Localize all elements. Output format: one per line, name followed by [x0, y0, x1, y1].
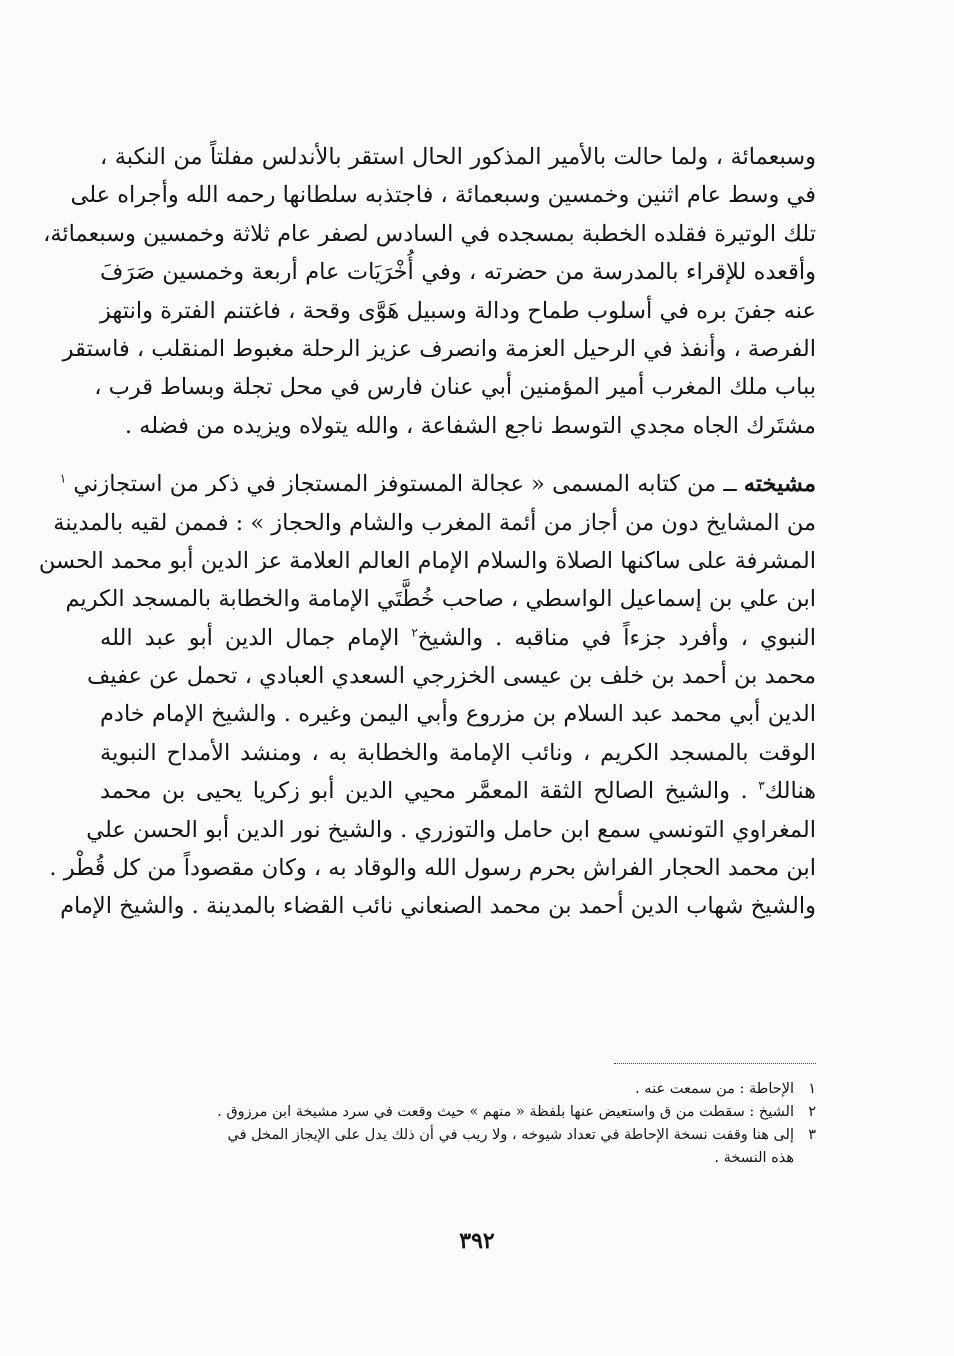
text-line — [100, 772, 816, 810]
text-line: مشتَرك الجاه مجدي التوسط ناجع الشفاعة ، والله يتولاه ويزيده من فضله . — [124, 412, 816, 439]
text-line: والشيخ شهاب الدين أحمد بن محمد الصنعاني نائب القضاء بالمدينة . والشيخ الإمام — [60, 893, 816, 920]
text-line: المشرفة على ساكنها الصلاة والسلام الإمام العالم العلامة عز الدين أبو محمد الحسن — [38, 547, 816, 574]
text-line: وسبعمائة ، ولما حالت بالأمير المذكور الحال استقر بالأندلس مفلتاً من النكبة ، — [100, 144, 816, 170]
footnote-text: الشيخ : سقطت من ق واستعيض عنها بلفظة « منهم » حيث وقعت في سرد مشيخة ابن مرزوق . — [217, 1104, 794, 1120]
text-line — [59, 465, 816, 503]
text-run: النبوي ، وأفرد جزءاً في مناقبه . والشيخ — [417, 624, 816, 651]
main-text — [38, 138, 816, 926]
footnote-text: الإحاطة : من سمعت عنه . — [635, 1081, 794, 1097]
paragraph-gap — [100, 445, 816, 465]
footnote-divider — [614, 1063, 816, 1064]
footnote-ref[interactable]: ١ — [59, 471, 67, 486]
section-heading: مشيخته — [743, 471, 816, 498]
page-number: ٣٩٢ — [459, 1228, 495, 1254]
text-run: هنالك — [764, 778, 816, 805]
footnote-number: ٢ — [808, 1104, 816, 1120]
text-line: محمد بن أحمد بن خلف بن عيسى الخزرجي السعدي العبادي ، تحمل عن عفيف — [86, 663, 816, 690]
text-line: الدين أبي محمد عبد السلام بن مزروع وأبي اليمن وغيره . والشيخ الإمام خادم — [100, 701, 816, 728]
text-line: ابن محمد الحجار الفراش بحرم رسول الله والوقاد به ، وكان مقصوداً من كل قُطْر . — [49, 855, 816, 882]
text-line: في وسط عام اثنين وخمسين وسبعمائة ، فاجتذبه سلطانها رحمه الله وأجراه على — [70, 182, 816, 209]
text-line: الفرصة ، وأنفذ في الرحيل العزمة وانصرف عزيز الرحلة مغبوط المنقلب ، فاستقر — [62, 335, 816, 362]
text-run: ــ من كتابه المسمى « عجالة المستوفز المستجاز في ذكر من استجازني — [73, 471, 744, 498]
text-line: وأقعده للإقراء بالمدرسة من حضرته ، وفي أُخْرَيَات عام أربعة وخمسين صَرَفَ — [100, 259, 816, 286]
text-run: الإمام جمال الدين أبو عبد الله — [100, 624, 412, 651]
text-line: عنه جفنَ بره في أسلوب طماح ودالة وسبيل هَوَّى وقحة ، فاغتنم الفترة وانتهز — [100, 297, 816, 324]
footnote-number: ٣ — [808, 1127, 816, 1143]
text-line: تلك الوتيرة فقلده الخطبة بمسجده في السادس لصفر عام ثلاثة وخمسين وسبعمائة، — [43, 220, 816, 247]
footnote-text: إلى هنا وقفت نسخة الإحاطة في تعداد شيوخه ، ولا ريب في أن ذلك يدل على الإيجاز المخل في — [227, 1127, 794, 1143]
footnote-ref[interactable]: ٢ — [411, 625, 418, 640]
footnote-ref[interactable]: ٣ — [758, 778, 765, 793]
footnote — [100, 1124, 816, 1147]
text-line: ابن علي بن إسماعيل الواسطي ، صاحب خُطَّتَي الإمامة والخطابة بالمسجد الكريم — [65, 586, 816, 613]
footnote — [100, 1101, 816, 1124]
footnote-continuation: هذه النسخة . — [714, 1150, 794, 1166]
text-run: . والشيخ الصالح الثقة المعمَّر محيي الدين أبو زكريا يحيى بن محمد — [100, 778, 759, 805]
text-line — [100, 619, 816, 657]
text-line: المغراوي التونسي سمع ابن حامل والتوزري . والشيخ نور الدين أبو الحسن علي — [86, 816, 816, 843]
text-line: بباب ملك المغرب أمير المؤمنين أبي عنان فارس في محل تجلة وبساط قرب ، — [94, 374, 816, 401]
footnote-number: ١ — [808, 1081, 816, 1097]
footnotes — [100, 1078, 816, 1170]
footnote — [100, 1078, 816, 1101]
text-line: الوقت بالمسجد الكريم ، ونائب الإمامة والخطابة به ، ومنشد الأمداح النبوية — [100, 739, 816, 766]
text-line: من المشايخ دون من أجاز من أئمة المغرب والشام والحجاز » : فممن لقيه بالمدينة — [53, 509, 816, 536]
